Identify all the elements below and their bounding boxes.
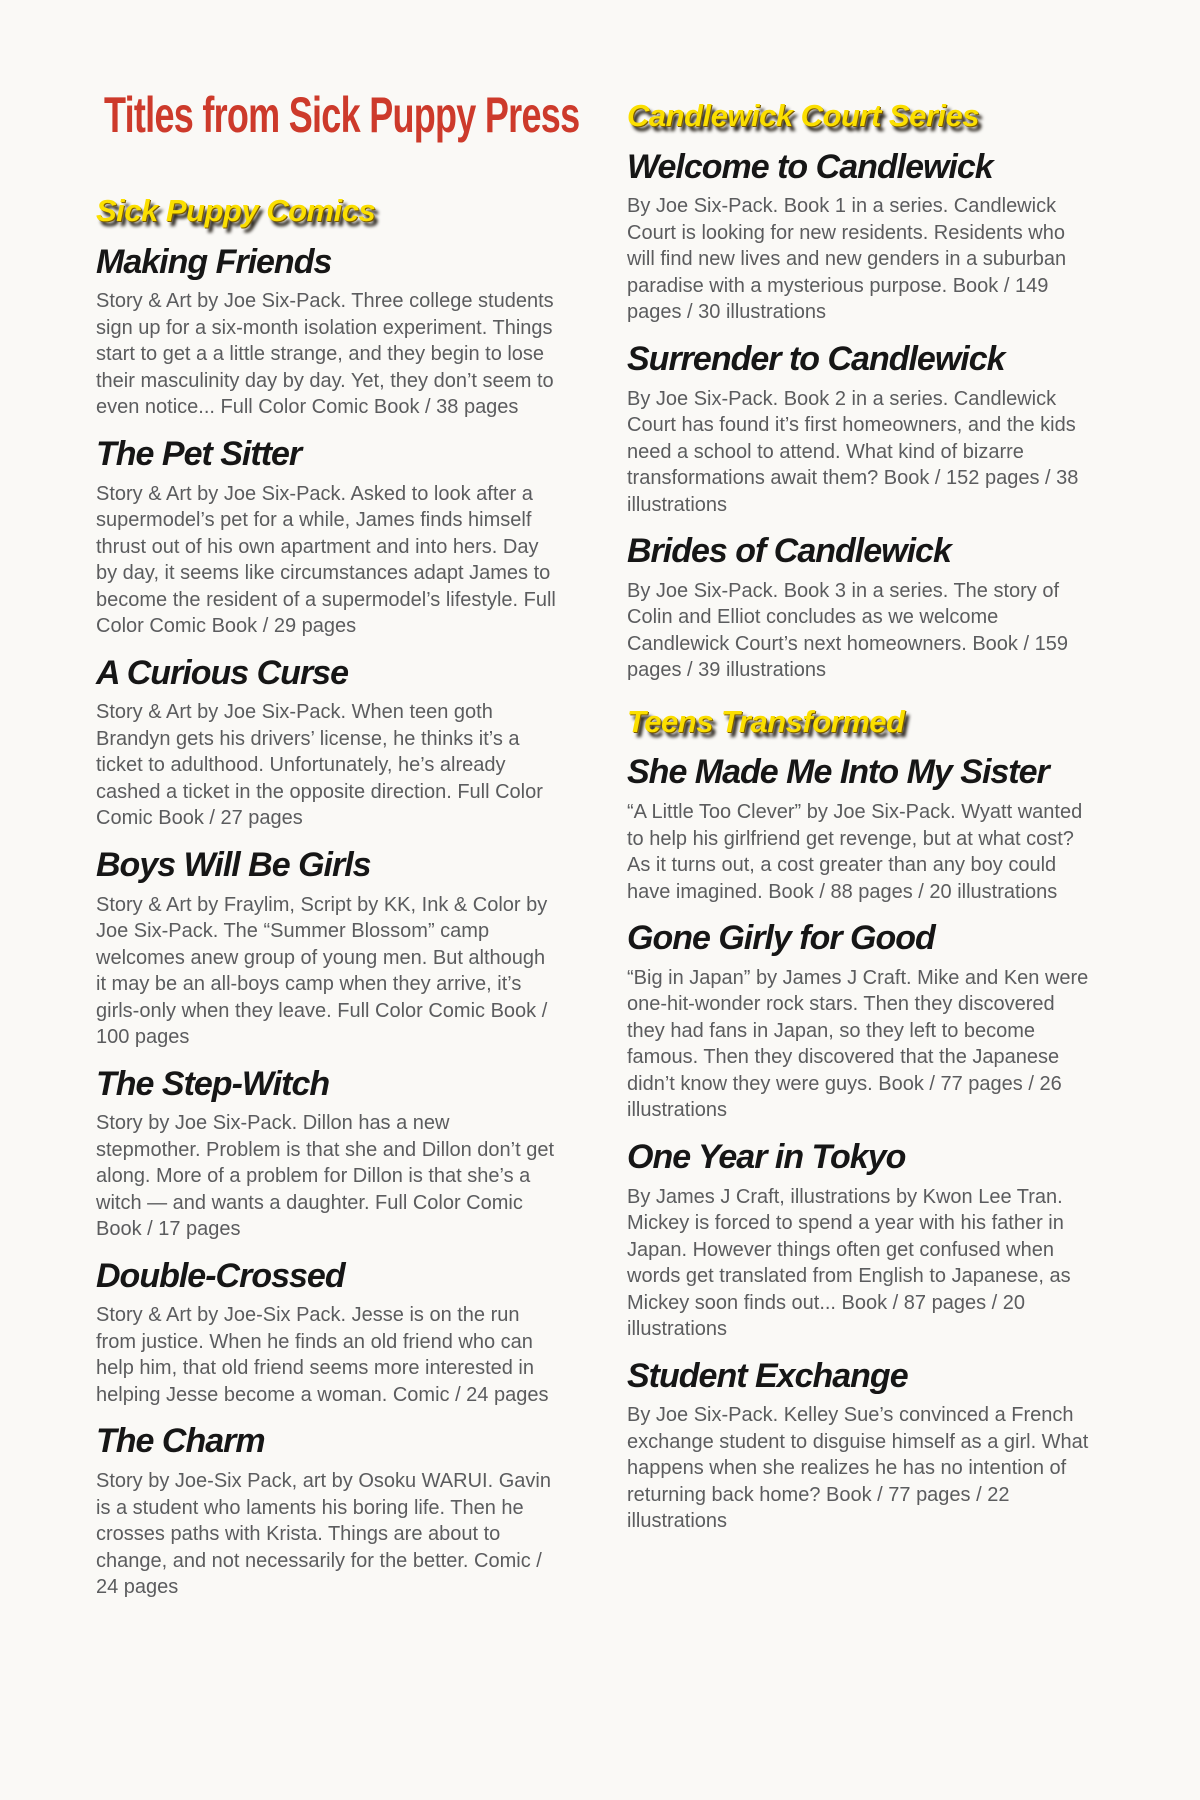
book-title: Student Exchange xyxy=(627,1356,908,1395)
catalog-entry xyxy=(627,754,1095,905)
left-column xyxy=(96,87,580,1601)
section-header: Candlewick Court Series xyxy=(627,98,980,133)
section-teens-transformed xyxy=(627,704,1095,1535)
book-description: By Joe Six-Pack. Book 2 in a series. Candlewick Court has found it’s first homeowners, and the kids need a school to attend. What kind of bizarre transformations await them? Book / 152 pages / 38 illustrations xyxy=(627,387,1079,516)
book-title: She Made Me Into My Sister xyxy=(627,753,1049,792)
book-title: The Step-Witch xyxy=(96,1064,330,1103)
book-title: Double-Crossed xyxy=(96,1256,345,1295)
book-title: One Year in Tokyo xyxy=(627,1137,906,1176)
right-column xyxy=(627,98,1095,1535)
catalog-entry xyxy=(627,920,1095,1124)
book-description: By Joe Six-Pack. Book 3 in a series. The story of Colin and Elliot concludes as we welcome Candlewick Court’s next homeowners. Book / 159 pages / 39 illustrations xyxy=(627,579,1068,682)
book-title: Gone Girly for Good xyxy=(627,919,935,958)
book-description: Story & Art by Joe Six-Pack. When teen goth Brandyn gets his drivers’ license, he thinks it’s a ticket to adulthood. Unfortunately, he’s already cashed a ticket in the opposite direction. Full Color Comic Book / 27 pages xyxy=(96,701,543,830)
book-description: “A Little Too Clever” by Joe Six-Pack. Wyatt wanted to help his girlfriend get revenge, but at what cost? As it turns out, a cost greater than any boy could have imagined. Book / 88 pages / 20 illustrations xyxy=(627,801,1083,903)
catalog-entry xyxy=(96,436,558,640)
catalog-entry xyxy=(96,1423,558,1600)
catalog-entry xyxy=(96,244,558,421)
book-description: By Joe Six-Pack. Kelley Sue’s convinced a French exchange student to disguise himself as a girl. What happens when she realizes he has no intention of returning back home? Book / 77 pages / 22 illustrations xyxy=(627,1404,1089,1533)
section-candlewick-court-series xyxy=(627,98,1095,684)
catalog-entry xyxy=(627,533,1095,684)
catalog-entry xyxy=(627,1358,1095,1535)
book-description: Story by Joe-Six Pack, art by Osoku WARUI. Gavin is a student who laments his boring life. Then he crosses paths with Krista. Things are about to change, and not necessarily for the better. Comic / 24 pages xyxy=(96,1470,551,1599)
catalog-entry xyxy=(96,1066,558,1243)
book-description: Story & Art by Joe Six-Pack. Three college students sign up for a six-month isolation experiment. Things start to get a a little strange, and they begin to lose their masculinity day by day. Yet, they don’t seem to even notice... Full Color Comic Book / 38 pages xyxy=(96,290,554,419)
book-description: Story & Art by Joe-Six Pack. Jesse is on the run from justice. When he finds an old friend who can help him, that old friend seems more interested in helping Jesse become a woman. Comic / 24 pages xyxy=(96,1304,549,1406)
book-title: Making Friends xyxy=(96,242,332,281)
book-description: By Joe Six-Pack. Book 1 in a series. Candlewick Court is looking for new residents. Residents who will find new lives and new genders in a suburban paradise with a mysterious purpose. Book / 149 pages / 30 illustrations xyxy=(627,195,1067,324)
catalog-entry xyxy=(96,1258,558,1409)
book-title: The Charm xyxy=(96,1422,265,1461)
book-description: Story & Art by Joe Six-Pack. Asked to look after a supermodel’s pet for a while, James finds himself thrust out of his own apartment and into hers. Day by day, it seems like circumstances adapt James to become the resident of a supermodel’s lifestyle. Full Color Comic Book / 29 pages xyxy=(96,482,556,638)
book-title: Brides of Candlewick xyxy=(627,532,951,571)
catalog-entry xyxy=(96,655,558,832)
book-title: The Pet Sitter xyxy=(96,434,302,473)
page-title: Titles from Sick Puppy Press xyxy=(104,87,580,143)
catalog-entry xyxy=(627,1139,1095,1343)
book-title: Surrender to Candlewick xyxy=(627,339,1005,378)
book-description: “Big in Japan” by James J Craft. Mike and Ken were one-hit-wonder rock stars. Then they discovered they had fans in Japan, so they left to become famous. Then they discovered that the Japanese didn’t know they were guys. Book / 77 pages / 26 illustrations xyxy=(627,966,1089,1122)
book-title: Boys Will Be Girls xyxy=(96,845,371,884)
book-title: A Curious Curse xyxy=(96,653,349,692)
catalog-entry xyxy=(96,847,558,1051)
section-sick-puppy-comics xyxy=(96,193,558,1601)
catalog-entry xyxy=(627,341,1095,518)
book-description: Story & Art by Fraylim, Script by KK, Ink & Color by Joe Six-Pack. The “Summer Blossom” camp welcomes anew group of young men. But although it may be an all-boys camp when they arrive, it’s girls-only when they leave. Full Color Comic Book / 100 pages xyxy=(96,893,548,1049)
book-title: Welcome to Candlewick xyxy=(627,147,993,186)
section-header: Teens Transformed xyxy=(627,703,905,739)
book-description: By James J Craft, illustrations by Kwon Lee Tran. Mickey is forced to spend a year with his father in Japan. However things often get confused when words get translated from English to Japanese, as Mickey soon finds out... Book / 87 pages / 20 illustrations xyxy=(627,1185,1071,1341)
section-header: Sick Puppy Comics xyxy=(96,193,376,228)
catalog-entry xyxy=(627,149,1095,326)
book-description: Story by Joe Six-Pack. Dillon has a new stepmother. Problem is that she and Dillon don’t get along. More of a problem for Dillon is that she’s a witch — and wants a daughter. Full Color Comic Book / 17 pages xyxy=(96,1112,555,1241)
